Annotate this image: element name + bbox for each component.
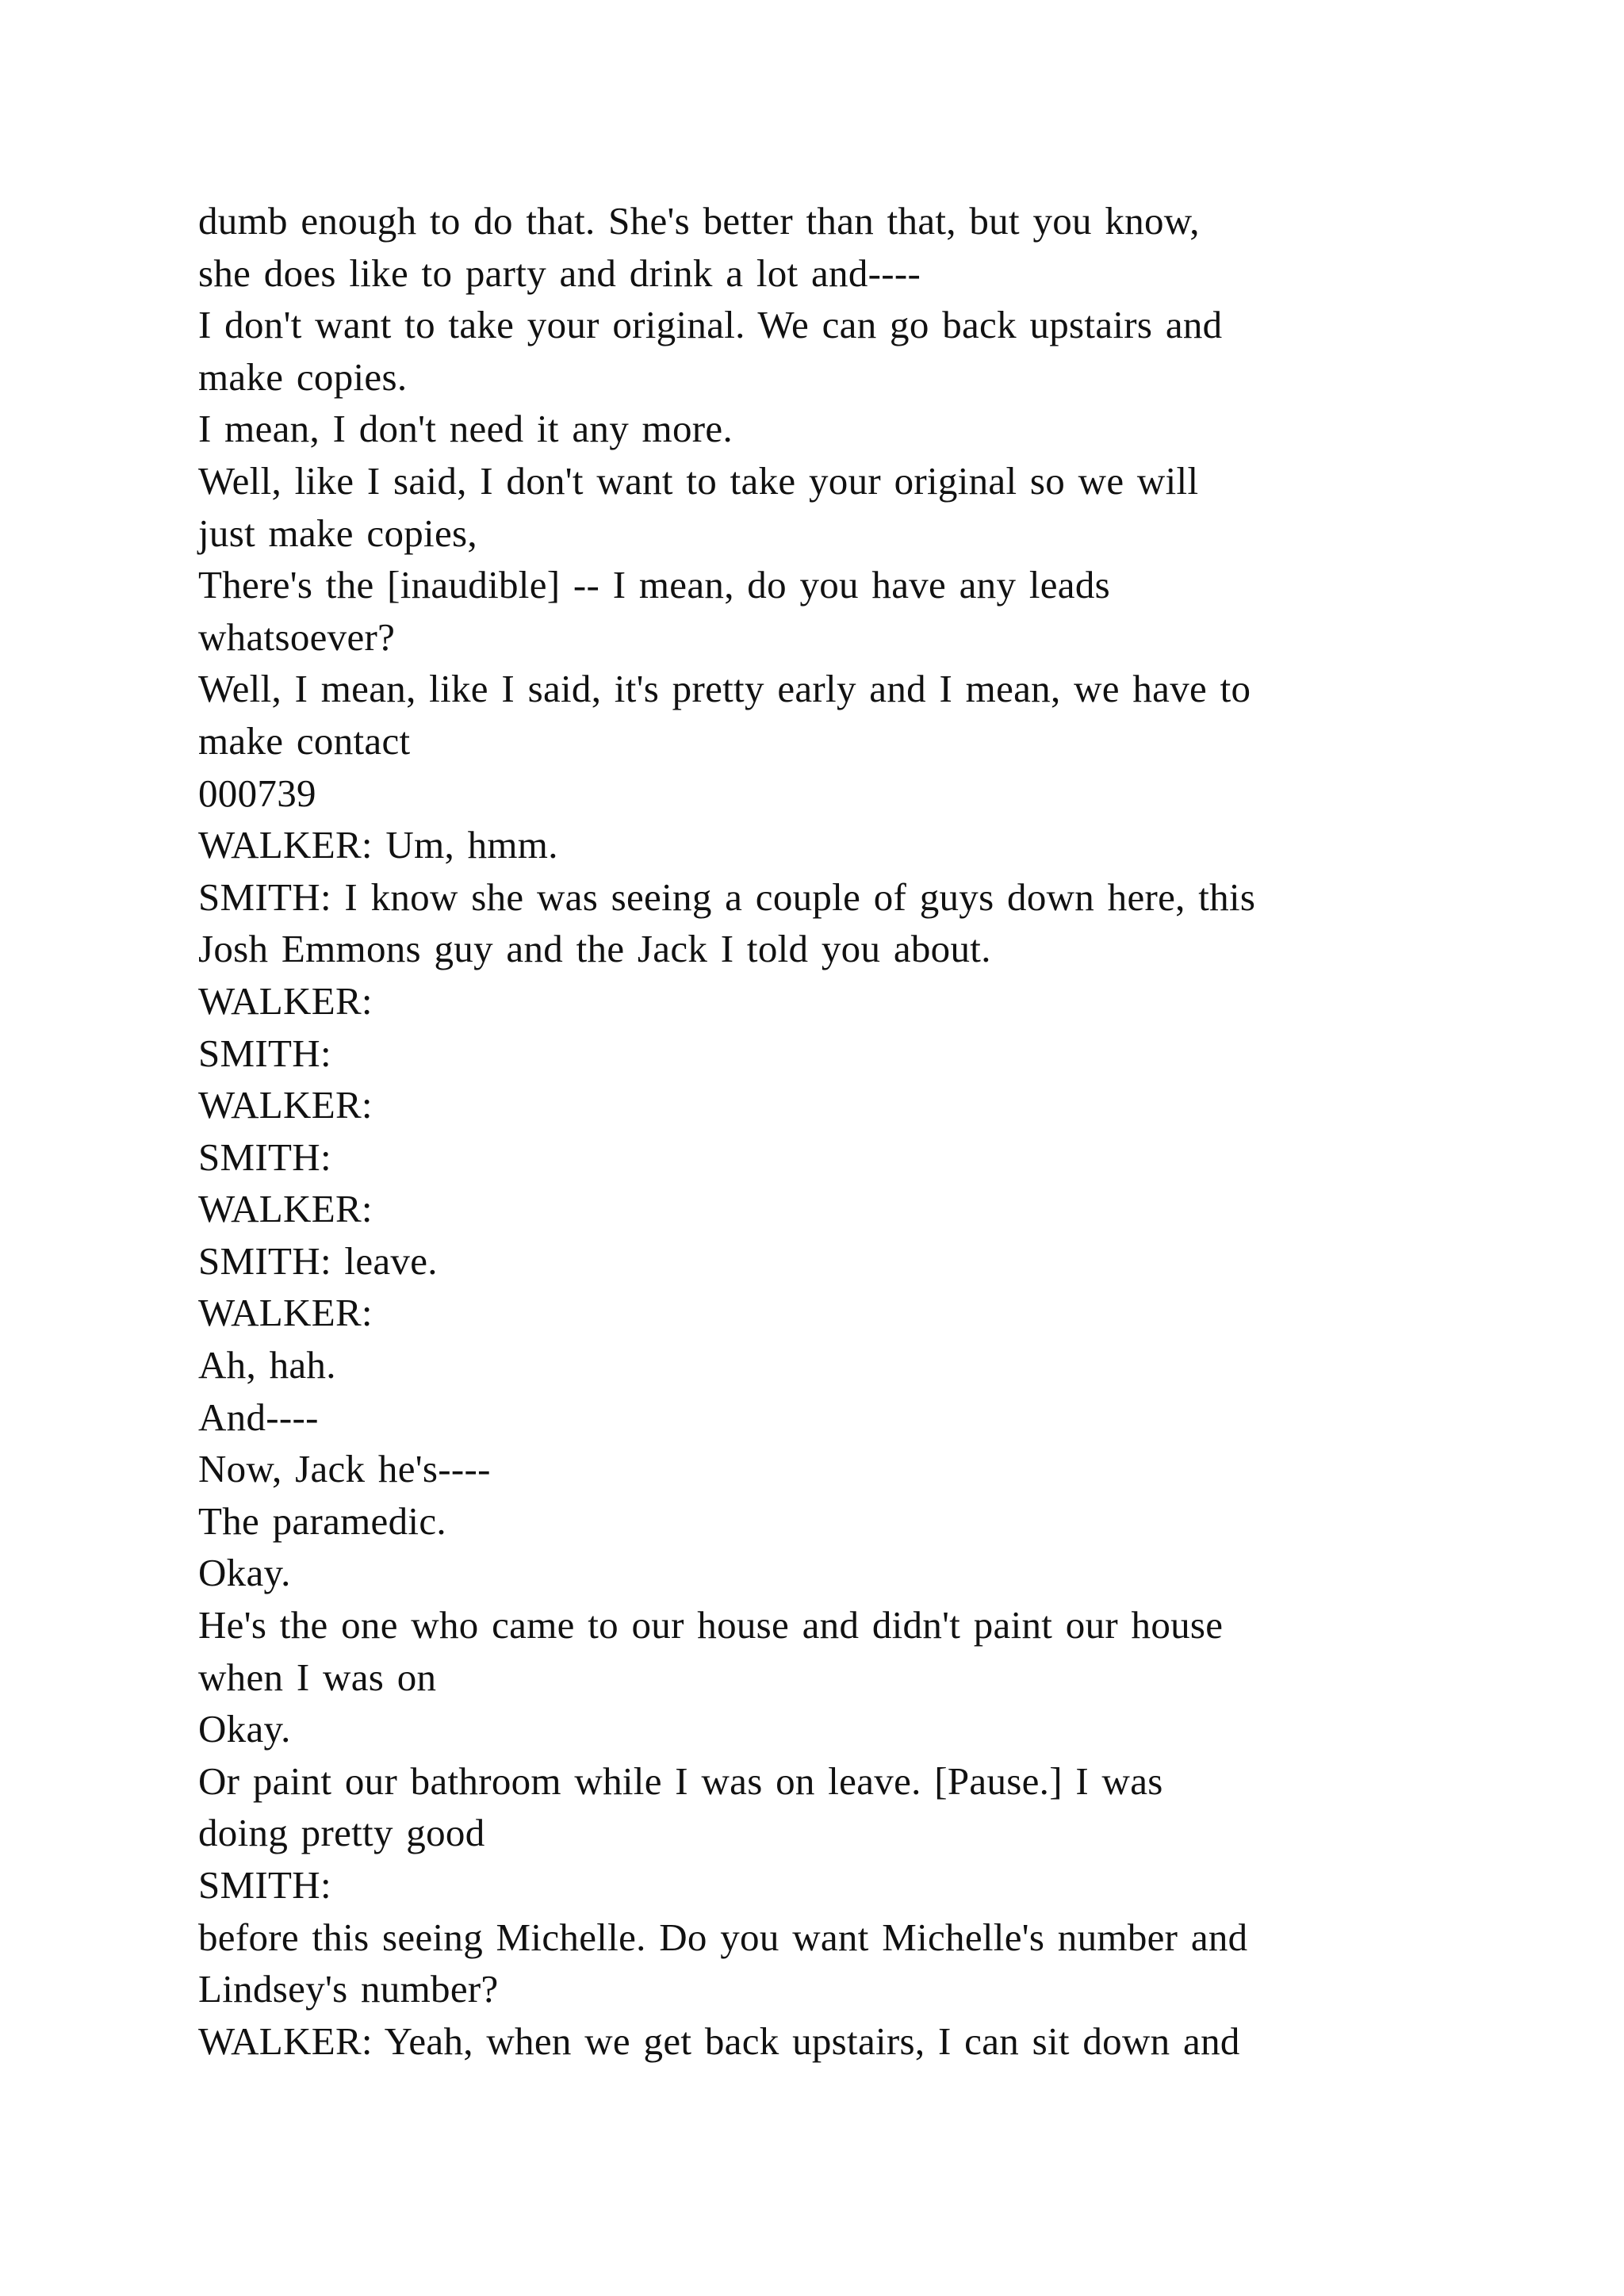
transcript-line: I mean, I don't need it any more.	[198, 407, 733, 451]
transcript-line: WALKER:	[198, 1187, 373, 1231]
transcript-line: There's the [inaudible] -- I mean, do you have any leads	[198, 563, 1111, 607]
transcript-line: SMITH:	[198, 1135, 331, 1179]
transcript-line: WALKER:	[198, 1291, 373, 1335]
transcript-line: The paramedic.	[198, 1498, 446, 1543]
transcript-line: Now, Jack he's----	[198, 1447, 491, 1491]
transcript-line: Well, I mean, like I said, it's pretty early and I mean, we have to	[198, 667, 1251, 711]
transcript-line: Lindsey's number?	[198, 1967, 499, 2011]
transcript-line: WALKER:	[198, 978, 373, 1023]
transcript-line: just make copies,	[198, 511, 477, 555]
transcript-line: doing pretty good	[198, 1811, 485, 1855]
transcript-line: SMITH: I know she was seeing a couple of guys down here, this	[198, 874, 1256, 919]
transcript-line: And----	[198, 1395, 319, 1439]
transcript-line: 000739	[198, 771, 316, 815]
transcript-line: dumb enough to do that. She's better than that, but you know,	[198, 199, 1200, 243]
transcript-line: He's the one who came to our house and didn't paint our house	[198, 1603, 1224, 1647]
transcript-line: Okay.	[198, 1707, 291, 1751]
transcript-line: Ah, hah.	[198, 1343, 336, 1387]
transcript-line: before this seeing Michelle. Do you want Michelle's number and	[198, 1915, 1248, 1959]
transcript-line: make contact	[198, 718, 411, 763]
transcript-line: WALKER: Um, hmm.	[198, 823, 558, 867]
transcript-line: WALKER: Yeah, when we get back upstairs, I can sit down and	[198, 2019, 1240, 2063]
transcript-text	[198, 195, 1451, 2067]
transcript-line: Okay.	[198, 1551, 291, 1595]
transcript-line: make copies.	[198, 354, 408, 399]
transcript-line: Josh Emmons guy and the Jack I told you about.	[198, 927, 991, 971]
transcript-line: Well, like I said, I don't want to take your original so we will	[198, 458, 1199, 503]
transcript-line: she does like to party and drink a lot and----	[198, 251, 921, 295]
transcript-line: I don't want to take your original. We can go back upstairs and	[198, 303, 1223, 347]
transcript-line: when I was on	[198, 1655, 437, 1699]
transcript-line: whatsoever?	[198, 614, 396, 659]
transcript-line: SMITH: leave.	[198, 1238, 438, 1283]
transcript-line: WALKER:	[198, 1083, 373, 1127]
transcript-line: Or paint our bathroom while I was on leave. [Pause.] I was	[198, 1758, 1163, 1803]
transcript-line: SMITH:	[198, 1863, 331, 1907]
transcript-line: SMITH:	[198, 1031, 331, 1075]
